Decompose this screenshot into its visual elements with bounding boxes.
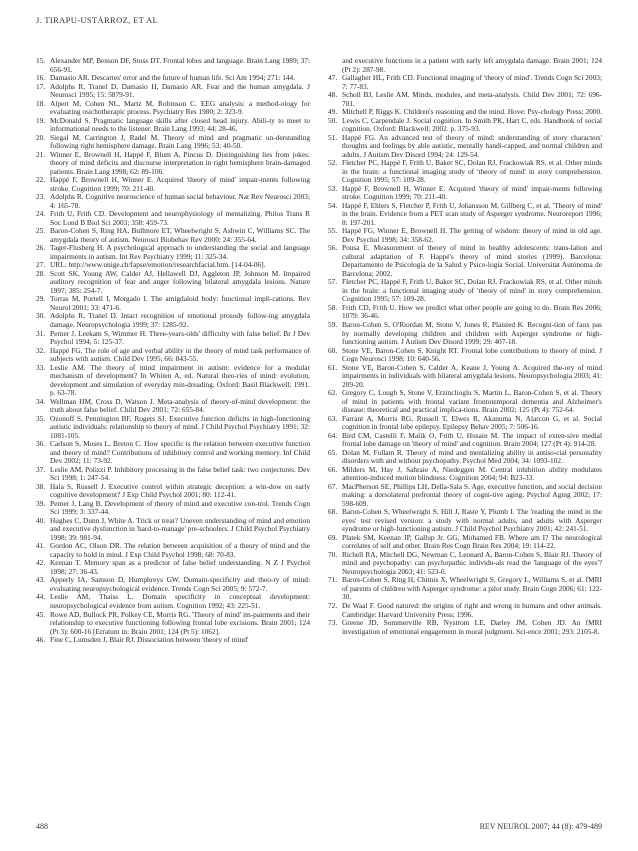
reference-text: Platek SM, Keenan JP, Gallup Jr. GG, Mohamed FB. Where am I? The neurological correlates of self and other. Brain Res Cogn Brain Res 2004; 19: 114-22. bbox=[342, 532, 602, 551]
reference-item bbox=[36, 559, 310, 576]
reference-number: 46. bbox=[36, 635, 46, 645]
reference-number: 63. bbox=[328, 413, 338, 423]
reference-item bbox=[36, 500, 310, 517]
reference-item bbox=[36, 227, 310, 244]
reference-number: 39. bbox=[36, 498, 46, 508]
reference-number: 33. bbox=[36, 362, 46, 372]
reference-item bbox=[36, 466, 310, 483]
reference-column-left bbox=[36, 57, 310, 807]
reference-number: 30. bbox=[36, 311, 46, 321]
reference-text: Wellman HM, Cross D, Watson J. Meta-analysis of theory-of-mind development: the truth about false belief. Child Dev 2001; 72: 655-84. bbox=[50, 396, 310, 415]
reference-number: 16. bbox=[36, 73, 46, 83]
reference-text: Hala S, Russell J. Executive control within strategic deception: a win-dow on early cognitive development? J Exp Child Psychol 2001; 80: 112-41. bbox=[50, 481, 310, 500]
running-head: J. TIRAPU-USTÁRROZ, ET AL bbox=[36, 15, 159, 25]
reference-text: Richell RA, Mitchell DG, Newman C, Leonard A, Baron-Cohen S, Blair RJ. Theory of mind and psychopathy: can psychopathic individu-als read the 'language of the eyes'? Neuropsychologia 2003; 41: 523-6. bbox=[342, 549, 602, 576]
reference-item bbox=[328, 483, 602, 509]
reference-item bbox=[328, 602, 602, 619]
reference-text: Torras M, Portell I, Morgado I. The amigdaloid body: functional impli-cations. Rev Neurol 2001; 33: 471-6. bbox=[50, 294, 310, 312]
reference-item bbox=[36, 415, 310, 441]
reference-number: 56. bbox=[328, 243, 338, 253]
reference-column-right bbox=[328, 57, 602, 807]
reference-item bbox=[36, 593, 310, 610]
reference-number: 60. bbox=[328, 345, 338, 355]
reference-number: 15. bbox=[36, 57, 46, 65]
reference-text: Perner J, Lang B. Development of theory of mind and executive con-trol. Trends Cogn Sci 1999; 3: 337-44. bbox=[50, 498, 310, 517]
reference-number: 49. bbox=[328, 107, 338, 117]
reference-number: 29. bbox=[36, 294, 46, 304]
reference-text: Hughes C, Dunn J, White A. Trick or treat? Uneven understanding of mind and emotion and executive dysfunction in 'hard-to-manage' pre-schoolers. J Child Psychol Psychiatry 1998; 39: 981-94. bbox=[50, 515, 310, 542]
reference-text: Lewis C, Carpendale J. Social cognition. In Smith PK, Hart C, eds. Handbook of social cognition. Oxford: Blackwell; 2002. p. 375-93. bbox=[342, 115, 602, 134]
reference-item bbox=[328, 364, 602, 390]
reference-text: Alexander MP, Benson DF, Stuss DT. Frontal lobes and language. Brain Lang 1989; 37: 656-91. bbox=[50, 57, 310, 74]
reference-number: 41. bbox=[36, 541, 46, 551]
reference-item bbox=[36, 176, 310, 193]
reference-number: 61. bbox=[328, 362, 338, 372]
reference-text: Fletcher PC, Happé F, Frith U, Baker SC, Dolan RJ, Frackowiak RS, et al. Other minds in the brain: a functional imaging study of 'theory of mind' in story comprehension. Cognition 1995; 57: 109-28. bbox=[342, 158, 602, 185]
reference-text: Baron-Cohen S, Wheelwright S, Hill J, Raste Y, Plumb I. The 'reading the mind in the eyes' test revised version: a study with normal adults, and adults with Asperger syndrome or high-functioning autism. J Child Psychol Psychiatry 2001; 42: 241-51. bbox=[342, 507, 602, 534]
reference-text: Stone VE, Baron-Cohen S, Calder A, Keane J, Young A. Acquired the-ory of mind impairments in individuals with bilateral amygdala lesions. Neuropsychologia 2003; 41: 209-20. bbox=[342, 362, 602, 389]
reference-text: Adolphs R. Cognitive neuroscience of human social behaviour. Nat Rev Neurosci 2003; 4: 165-78. bbox=[50, 192, 310, 210]
reference-item bbox=[328, 432, 602, 449]
reference-item bbox=[328, 508, 602, 534]
reference-item bbox=[36, 611, 310, 637]
reference-text: Frith U, Frith CD. Development and neurophysiology of mentalizing. Philos Trans R Soc Lond B Biol Sci 2003; 358: 459-73. bbox=[50, 209, 310, 227]
reference-number: 52. bbox=[328, 158, 338, 168]
reference-number: 38. bbox=[36, 481, 46, 491]
reference-text: Gregory C, Lough S, Stone V, Erzinclioglu S, Martin L, Baron-Cohen S, et al. Theory of mind in patients with frontal variant frontotemporal dementia and Alzheimer's disease: theoretical and practical implica-tions. Brain 2002; 125 (Pt 4): 752-64. bbox=[342, 388, 602, 415]
reference-text: Baron-Cohen S, O'Riordan M, Stone V, Jones R, Plaisted K. Recogni-tion of faux pas by normally developing children and children with Asperger syndrome or high-functioning autism. J Autism Dev Disord 1999; 29: 407-18. bbox=[342, 319, 602, 347]
reference-item bbox=[36, 244, 310, 261]
reference-item bbox=[328, 74, 602, 91]
reference-number: 68. bbox=[328, 507, 338, 517]
reference-item bbox=[328, 91, 602, 108]
reference-text: Leslie AM, Thaiss L. Domain specificity in conceptual development: neuropsychological evidence from autism. Cognition 1992; 43: 225-51. bbox=[50, 592, 310, 610]
reference-text: MacPherson SE, Phillips LH, Della-Sala S. Age, executive function, and social decision making: a dorsolateral prefrontal theory of cogni-tive aging. Psychol Aging 2002; 17: 598-609. bbox=[342, 481, 602, 508]
reference-text: De Waal F. Good natured: the origins of right and wrong in humans and other animals. Cambridge: Harvard University Press; 1996. bbox=[342, 601, 602, 619]
reference-text: Winner E, Brownell H, Happé F, Blum A, Pincus D. Distinguishing lies from jokes: theory of mind deficits and discourse interpretation in right hemisphere brain-damaged patients. Brain Lang 1998; 62: 89-106. bbox=[50, 149, 310, 176]
reference-item bbox=[36, 347, 310, 364]
reference-item bbox=[36, 151, 310, 177]
reference-number: 21. bbox=[36, 149, 46, 159]
reference-item bbox=[328, 321, 602, 347]
reference-item bbox=[328, 534, 602, 551]
reference-number: 67. bbox=[328, 481, 338, 491]
reference-number: 62. bbox=[328, 388, 338, 398]
reference-number: 36. bbox=[36, 439, 46, 449]
reference-number: 27. bbox=[36, 260, 46, 270]
reference-number: 73. bbox=[328, 618, 338, 628]
reference-item bbox=[328, 389, 602, 415]
reference-number: 24. bbox=[36, 209, 46, 219]
reference-number: 35. bbox=[36, 413, 46, 423]
reference-item bbox=[328, 134, 602, 160]
reference-text: Happé F, Ehlers S, Fletcher P, Frith U, Johansson M, Gillberg C, et al. 'Theory of mind' in the brain. Evidence from a PET scan study of Asperger syndrome. Neuroreport 1996; 8: 197-201. bbox=[342, 200, 602, 227]
reference-text: Leslie AM. The theory of mind impairment in autism: evidence for a modular mechanism of development? In Whiten A, ed. Natural theo-ries of mind: evolution, development and simulation of everyday min-dreading. Oxford: Basil Blackwell; 1991. p. 63-78. bbox=[50, 362, 310, 398]
reference-number: 55. bbox=[328, 226, 338, 236]
reference-text: Mitchell P, Riggs K. Children's reasoning and the mind. Hove: Psy-chology Press; 2000. bbox=[342, 107, 602, 117]
reference-item bbox=[36, 134, 310, 151]
reference-number: 23. bbox=[36, 192, 46, 202]
reference-text: Happé F, Brownell H, Winner E. Acquired 'theory of mind' impair-ments following stroke. Cognition 1999; 70: 211-40. bbox=[50, 175, 310, 193]
reference-text: URL: http://www.unige.ch/fapse/emotion/researchfacial.htm. [14-04-06]. bbox=[50, 260, 266, 270]
reference-text: Carlson S, Moses L, Breton C. How specific is the relation between executive function and theory of mind? Contributions of inhibitory control and working memory. Inf Child Dev 2002; 11: 73-92. bbox=[50, 439, 310, 466]
reference-item bbox=[36, 542, 310, 559]
reference-number: 71. bbox=[328, 575, 338, 585]
reference-item bbox=[328, 304, 602, 321]
reference-item bbox=[36, 100, 310, 117]
reference-number: 40. bbox=[36, 515, 46, 525]
reference-number: 69. bbox=[328, 532, 338, 542]
reference-text: Damasio AR. Descartes' error and the future of human life. Sci Am 1994; 271: 144. bbox=[50, 73, 296, 83]
reference-number: 42. bbox=[36, 558, 46, 568]
reference-item bbox=[36, 210, 310, 227]
reference-item bbox=[36, 295, 310, 312]
reference-number: 58. bbox=[328, 302, 338, 312]
reference-number: 72. bbox=[328, 601, 338, 610]
reference-text: Gordon AC, Olson DR. The relation between acquisition of a theory of mind and the capacity to hold in mind. J Exp Child Psychol 1998; 68: 70-83. bbox=[50, 541, 310, 559]
reference-text: Siegal M, Carrington J, Radel M. Theory of mind and pragmatic un-derstanding following right hemisphere damage. Brain Lang 1996; 53: 40-50. bbox=[50, 132, 310, 151]
reference-number: 66. bbox=[328, 464, 338, 474]
reference-text: Scott SK, Young AW, Calder AJ, Hellawell DJ, Aggleton JP, Johnson M. Impaired auditory recognition of fear and anger following bilateral amygdala lesions. Nature 1997; 385: 254-7. bbox=[50, 268, 310, 295]
reference-item bbox=[36, 483, 310, 500]
reference-item bbox=[328, 227, 602, 244]
reference-text: Apperly IA, Samson D, Humphreys GW. Domain-specificity and theo-ry of mind: evaluating neuropsychological evidence. Trends Cogn Sci 2005; 9: 572-7. bbox=[50, 575, 310, 593]
reference-text: Greene JD, Sommerville RB, Nystrom LE, Darley JM, Cohen JD. An fMRI investigation of emotional engagement in moral judgment. Sci-ence 2001; 293: 2105-8. bbox=[342, 618, 602, 636]
reference-text: Farrant A, Morris RG, Russell T, Elwes R, Akanuma N, Alarcon G, et al. Social cognition in frontal lobe epilepsy. Epilepsy Behav 2005; 7: 506-16. bbox=[342, 413, 602, 432]
reference-number: 22. bbox=[36, 175, 46, 185]
reference-text: Frith CD, Frith U. How we predict what other people are going to do. Brain Res 2006; 1079: 36-46. bbox=[342, 302, 602, 321]
reference-item bbox=[328, 576, 602, 602]
reference-number: 18. bbox=[36, 98, 46, 108]
reference-number bbox=[328, 57, 342, 74]
reference-item bbox=[36, 576, 310, 593]
page-number: 488 bbox=[36, 822, 48, 831]
reference-text: Stone VE, Baron-Cohen S, Knight RT. Frontal lobe contributions to theory of mind. J Cogn Neurosci 1998; 10: 640-56. bbox=[342, 345, 602, 364]
reference-text: Baron-Cohen S, Ring H, Chitnis X, Wheelwright S, Gregory L, Williams S, et al. fMRI of parents of children with Asperger syndrome: a pilot study. Brain Cogn 2006; 61: 122-30. bbox=[342, 575, 602, 602]
reference-item bbox=[36, 364, 310, 398]
reference-item bbox=[328, 466, 602, 483]
reference-item bbox=[36, 517, 310, 543]
reference-item bbox=[328, 202, 602, 228]
reference-number: 64. bbox=[328, 430, 338, 440]
reference-number: 51. bbox=[328, 132, 338, 142]
reference-text: Ozonoff S, Pennington BF, Rogers SJ. Executive function deficits in high-functioning autistic individuals: relationship to theory of mind. J Child Psychol Psychiatry 1991; 32: 1081-105. bbox=[50, 413, 310, 440]
reference-number: 47. bbox=[328, 73, 338, 83]
reference-item bbox=[328, 415, 602, 432]
reference-text: Adolphs R, Tranel D. Intact recognition of emotional prosody follow-ing amygdala damage. Neuropsychologia 1999; 37: 1285-92. bbox=[50, 311, 310, 329]
reference-item bbox=[36, 117, 310, 134]
reference-number: 25. bbox=[36, 226, 46, 236]
reference-item bbox=[328, 278, 602, 304]
reference-number: 44. bbox=[36, 592, 46, 602]
reference-number: 28. bbox=[36, 268, 46, 278]
reference-text: Perner J, Leekam S, Wimmer H. Three-years-olds' difficulty with false belief. Br J Dev Psychol 1994; 5: 125-37. bbox=[50, 328, 310, 347]
reference-item bbox=[36, 270, 310, 296]
reference-text: Happé F, Brownell H, Winner E. Acquired 'theory of mind' impair-ments following stroke. Cognition 1999; 70: 211-40. bbox=[342, 183, 602, 202]
reference-number: 59. bbox=[328, 319, 338, 329]
reference-text: Tager-Flusberg H. A psychological approach to understanding the social and language impairments in autism. Int Rev Psychiatry 1999; 11: 325-34. bbox=[50, 243, 310, 261]
reference-item bbox=[36, 440, 310, 466]
reference-number: 57. bbox=[328, 277, 338, 287]
reference-item bbox=[36, 193, 310, 210]
journal-citation: REV NEUROL 2007; 44 (8): 479-489 bbox=[479, 822, 602, 831]
reference-item bbox=[328, 551, 602, 577]
reference-text: Pousa E. Measurement of theory of mind in healthy adolescents: trans-lation and cultural adaptation of F. Happé's theory of mind stories (1999). Barcelona: Departamento de Psicología de la Salud y Psico-logía Social. Universitat Autònoma de Barcelona; 2002. bbox=[342, 243, 602, 278]
reference-number: 31. bbox=[36, 328, 46, 338]
reference-text: Alpert M, Cohen NL, Martz M, Robinson C. EEG analysis: a method-ology for evaluating osichotherapic process. Psychiatry Res 1980; 2: 323-9. bbox=[50, 98, 310, 117]
reference-number: 32. bbox=[36, 345, 46, 355]
reference-text: Baron-Cohen S, Ring HA, Bullmore ET, Wheelwright S, Ashwin C, Williams SC. The amygdala theory of autism. Neurosci Biobehav Rev 2000; 24: 355-64. bbox=[50, 226, 310, 244]
reference-text: Dolan M, Fullam R. Theory of mind and mentalizing ability in antiso-cial personality disorders with and without psychopathy. Psychol Med 2004; 34: 1093-102. bbox=[342, 447, 602, 466]
reference-text: Keenan T. Memory span as a predictor of false belief understanding. N Z J Psychol 1998; 27: 36-43. bbox=[50, 558, 310, 576]
reference-text: Happé FG. The role of age and verbal ability in the theory of mind task performance of subjects with autism. Child Dev 1995; 66: 843-55. bbox=[50, 345, 310, 364]
reference-item bbox=[36, 330, 310, 347]
reference-number: 26. bbox=[36, 243, 46, 253]
reference-item bbox=[328, 117, 602, 134]
reference-text: Bird CM, Castelli F, Malik O, Frith U, Husain M. The impact of exten-sive medial frontal lobe damage on 'theory of mind' and cognition. Brain 2004; 127 (Pt 4): 914-28. bbox=[342, 430, 602, 449]
reference-number: 65. bbox=[328, 447, 338, 457]
reference-item bbox=[36, 312, 310, 329]
reference-text: Happé FG. An advanced test of theory of mind: understanding of story characters' thoughts and feelings by able autistic, mentally handi-capped, and normal children and adults. J Autism Dev Disord 1994; 24: 129-54. bbox=[342, 132, 602, 159]
reference-number: 20. bbox=[36, 132, 46, 142]
reference-text: Scholl BJ, Leslie AM. Minds, modules, and meta-analysis. Child Dev 2001; 72: 696-701. bbox=[342, 90, 602, 108]
reference-number: 48. bbox=[328, 90, 338, 100]
reference-item bbox=[328, 347, 602, 364]
reference-number: 19. bbox=[36, 115, 46, 125]
reference-text: and executive functions in a patient with early left amygdala damage. Brain 2001; 124 (Pt 2): 287-98. bbox=[342, 57, 602, 74]
reference-text: Happé FG, Winner E, Brownell H. The getting of wisdom: theory of mind in old age. Dev Psychol 1998; 34: 358-62. bbox=[342, 226, 602, 244]
reference-text: Milders M, Hay J, Sahraie A, Niedeggen M. Central inhibition ability modulates attention-induced motion blindness. Cognition 2004; 94: B23-33. bbox=[342, 464, 602, 483]
reference-number: 50. bbox=[328, 115, 338, 125]
reference-columns bbox=[36, 57, 602, 807]
page-footer bbox=[36, 822, 602, 831]
reference-number: 17. bbox=[36, 81, 46, 91]
reference-item bbox=[36, 636, 310, 645]
reference-number: 34. bbox=[36, 396, 46, 406]
reference-item bbox=[328, 619, 602, 636]
reference-text: Rowe AD, Bullock PR, Polkey CE, Morris RG. 'Theory of mind' im-pairments and their relationship to executive functioning following frontal lobe excisions. Brain 2001; 124 (Pt 3): 600-16 [Erratum in: Brain 2001; 124 (Pt 5): 1062]. bbox=[50, 609, 310, 636]
reference-text: Fine C, Lumsden J, Blair RJ. Dissociation between 'theory of mind' bbox=[50, 635, 249, 645]
reference-number: 43. bbox=[36, 575, 46, 585]
reference-item bbox=[328, 449, 602, 466]
reference-number: 70. bbox=[328, 549, 338, 559]
reference-number: 37. bbox=[36, 464, 46, 474]
reference-number: 53. bbox=[328, 183, 338, 193]
reference-text: Gallagher HL, Frith CD. Functional imaging of 'theory of mind'. Trends Cogn Sci 2003; 7: 77-83. bbox=[342, 73, 602, 91]
reference-text: Leslie AM, Polizzi P. Inhibitory processing in the false belief task: two conjectures. Dev Sci 1998; 1: 247-54. bbox=[50, 464, 310, 483]
reference-item bbox=[328, 185, 602, 202]
reference-text: McDonald S. Pragmatic language skills after closed head injury. Abili-ty to meet to informational needs to the listener. Brain Lang 1993; 44: 28-46. bbox=[50, 115, 310, 134]
reference-item bbox=[328, 57, 602, 74]
reference-item bbox=[328, 244, 602, 278]
reference-text: Fletcher PC, Happé F, Frith U, Baker SC, Dolan RJ, Frackowiak RS, et al. Other minds in the brain: a functional imaging study of 'theory of mind' in story comprehension. Cognition 1995; 57: 109-28. bbox=[342, 277, 602, 304]
reference-item bbox=[36, 398, 310, 415]
reference-item bbox=[328, 159, 602, 185]
reference-text: Adolphs R, Tranel D, Damasio H, Damasio AR. Fear and the human amygdala. J Neurosci 1995; 15: 5879-91. bbox=[50, 81, 310, 100]
reference-number: 45. bbox=[36, 609, 46, 619]
reference-item bbox=[36, 83, 310, 100]
reference-item bbox=[36, 57, 310, 74]
reference-number: 54. bbox=[328, 200, 338, 210]
